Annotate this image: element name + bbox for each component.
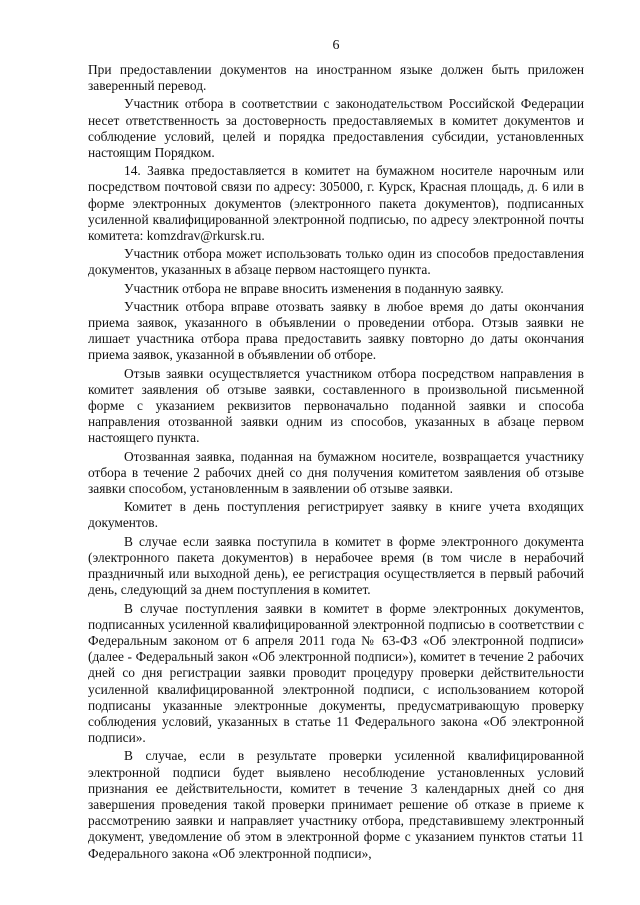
paragraph-responsibility: Участник отбора в соответствии с законодательством Российской Федерации несет ответственность за достоверность предоставляемых в комитет документов и соблюдение условий, целей и порядка предоставления субсидии, установленных настоящим Порядком. [88, 96, 584, 161]
paragraph-14-submission: 14. Заявка предоставляется в комитет на бумажном носителе нарочным или посредством почтовой связи по адресу: 305000, г. Курск, Красная площадь, д. 6 или в форме электронных документов (электронного пакета документов), подписанных усиленной квалифицированной электронной подписью, по адресу электронной почты комитета: komzdrav@rkursk.ru. [88, 163, 584, 244]
paragraph-withdrawal: Участник отбора вправе отозвать заявку в любое время до даты окончания приема заявок, указанного в объявлении о проведении отбора. Отзыв заявки не лишает участника отбора права предоставить заявку повторно до даты окончания приема заявок, указанной в объявлении об отборе. [88, 298, 584, 363]
paragraph-signature-invalid: В случае, если в результате проверки усиленной квалифицированной электронной подписи будет выявлено несоблюдение установленных условий признания ее действительности, комитет в течение 3 календарных дней со дня завершения проведения такой проверки принимает решение об отказе в приеме к рассмотрению заявки и направляет участнику отбора, представившему электронный документ, уведомление об этом в электронной форме с указанием пунктов статьи 11 Федерального закона «Об электронной подписи», [88, 748, 584, 861]
paragraph-returned-application: Отозванная заявка, поданная на бумажном носителе, возвращается участнику отбора в течение 2 рабочих дней со дня получения комитетом заявления об отзыве заявки способом, установленным в заявлении об отзыве заявки. [88, 448, 584, 497]
paragraph-withdrawal-procedure: Отзыв заявки осуществляется участником отбора посредством направления в комитет заявления об отзыве заявки, составленного в произвольной письменной форме с указанием реквизитов первоначально поданной заявки и способа направления отозванной заявки одним из способов, указанных в абзаце первом настоящего пункта. [88, 365, 584, 446]
page-number: 6 [332, 38, 340, 53]
paragraph-signature-check: В случае поступления заявки в комитет в форме электронных документов, подписанных усиленной квалифицированной электронной подписью в соответствии с Федеральным законом от 6 апреля 2011 года № 63-ФЗ «Об электронной подписи» (далее - Федеральный закон «Об электронной подписи»), комитет в течение 2 рабочих дней со дня регистрации заявки проводит процедуру проверки действительности усиленной квалифицированной электронной подписи, с использованием которой подписаны указанные электронные документы, предусматривающую проверку соблюдения условий, указанных в статье 11 Федерального закона «Об электронной подписи». [88, 600, 584, 746]
paragraph-registration: Комитет в день поступления регистрирует заявку в книге учета входящих документов. [88, 499, 584, 531]
paragraph-no-changes: Участник отбора не вправе вносить изменения в поданную заявку. [124, 280, 504, 296]
paragraph-one-method: Участник отбора может использовать только один из способов предоставления документов, указанных в абзаце первом настоящего пункта. [88, 246, 584, 278]
paragraph-nonworking-time: В случае если заявка поступила в комитет в форме электронного документа (электронного пакета документов) в нерабочее время (в том числе в нерабочий праздничный или выходной день), ее регистрация осуществляется в первый рабочий день, следующий за днем поступления в комитет. [88, 533, 584, 598]
paragraph-translation: При предоставлении документов на иностранном языке должен быть приложен заверенный перевод. [88, 62, 584, 94]
